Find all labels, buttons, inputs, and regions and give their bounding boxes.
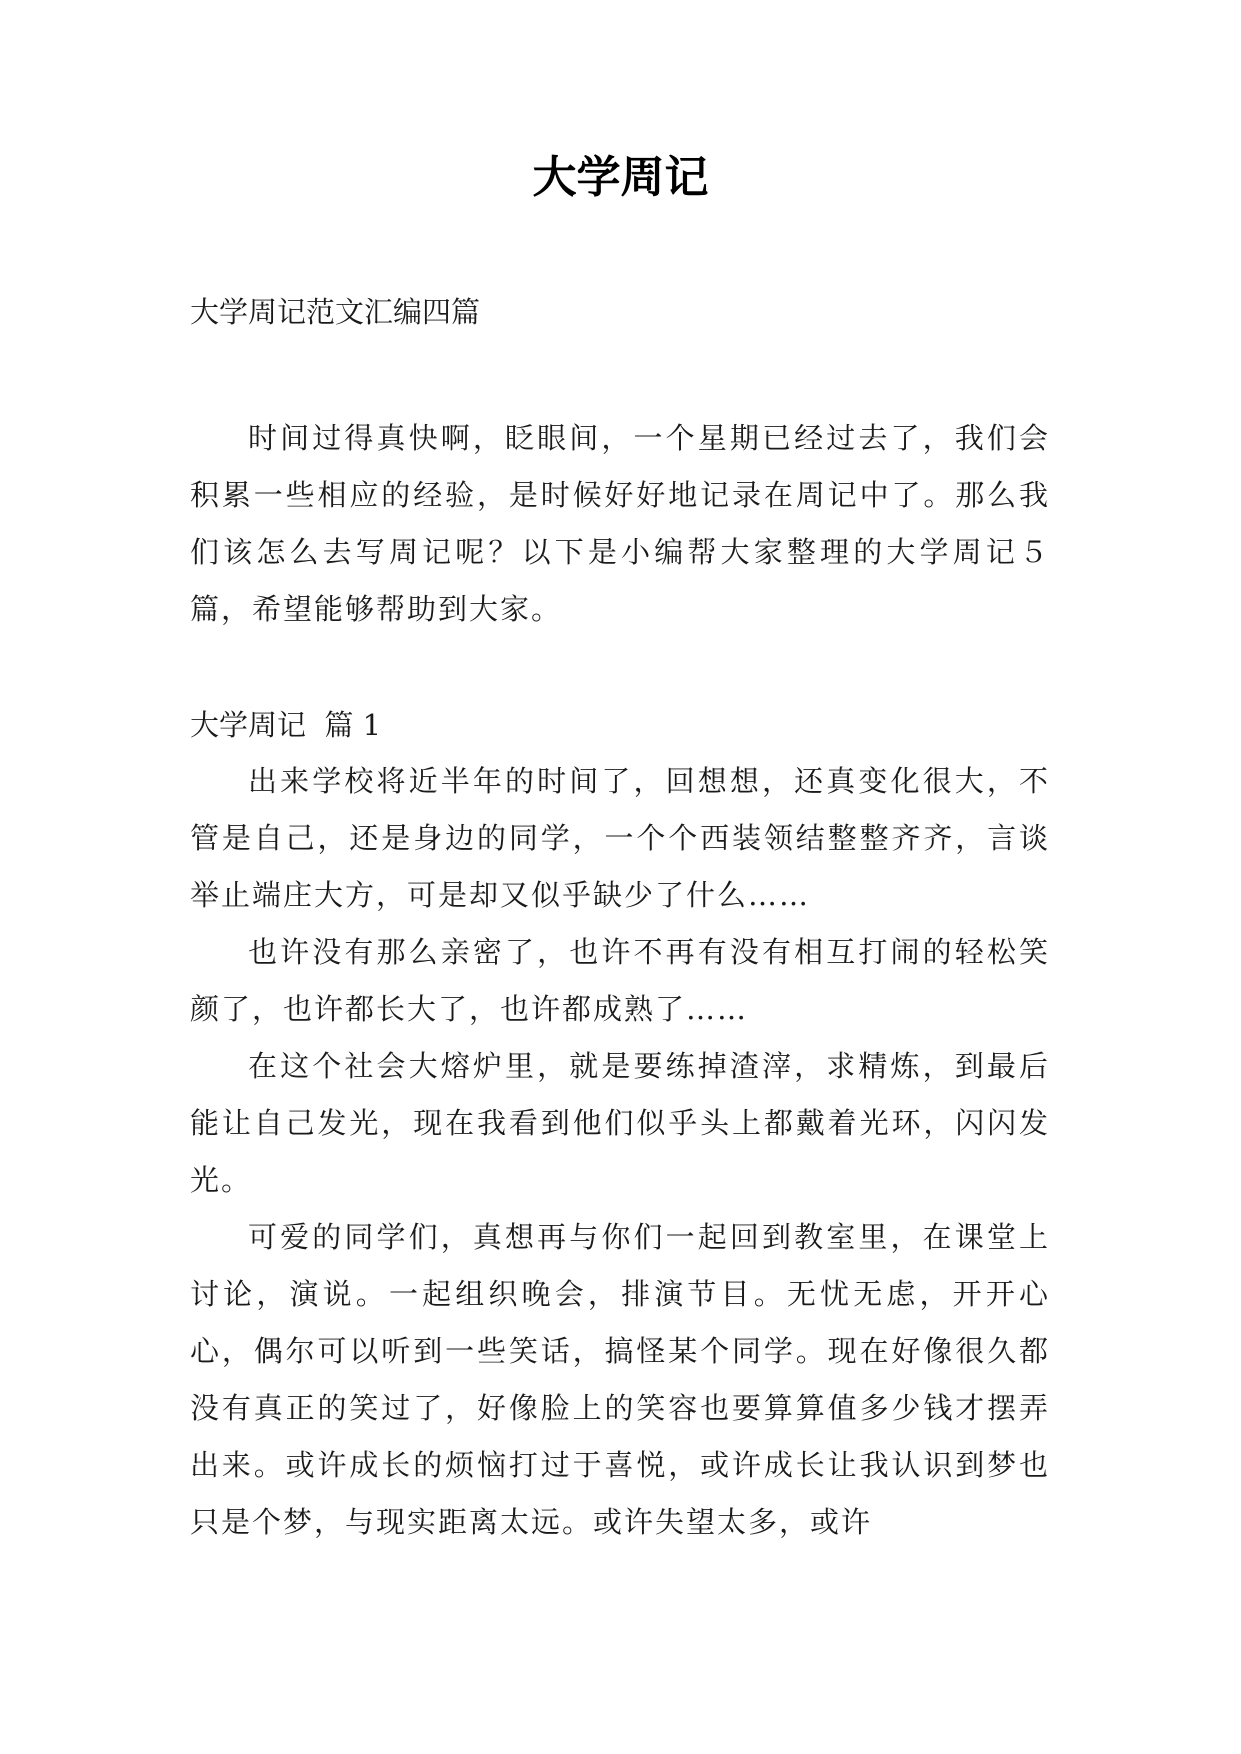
section-heading: 大学周记 篇 1 bbox=[190, 708, 382, 742]
article-section bbox=[190, 705, 1050, 1551]
paragraph: 可爱的同学们，真想再与你们一起回到教室里，在课堂上讨论，演说。一起组织晚会，排演节目。无忧无虑，开开心心，偶尔可以听到一些笑话，搞怪某个同学。现在好像很久都没有真正的笑过了，好像脸上的笑容也要算算值多少钱才摆弄出来。或许成长的烦恼打过于喜悦，或许成长让我认识到梦也只是个梦，与现实距离太远。或许失望太多，或许 bbox=[190, 1220, 1050, 1539]
paragraph: 出来学校将近半年的时间了，回想想，还真变化很大，不管是自己，还是身边的同学，一个个西装领结整整齐齐，言谈举止端庄大方，可是却又似乎缺少了什么…… bbox=[190, 764, 1050, 912]
document-subtitle: 大学周记范文汇编四篇 bbox=[190, 295, 481, 329]
paragraph: 在这个社会大熔炉里，就是要练掉渣滓，求精炼，到最后能让自己发光，现在我看到他们似乎头上都戴着光环，闪闪发光。 bbox=[190, 1049, 1050, 1197]
document-title: 大学周记 bbox=[532, 152, 709, 203]
intro-paragraph: 时间过得真快啊，眨眼间，一个星期已经过去了，我们会积累一些相应的经验，是时候好好地记录在周记中了。那么我们该怎么去写周记呢？以下是小编帮大家整理的大学周记５篇，希望能够帮助到大家。 bbox=[190, 421, 1050, 626]
intro-section bbox=[190, 410, 1050, 638]
paragraph: 也许没有那么亲密了，也许不再有没有相互打闹的轻松笑颜了，也许都长大了，也许都成熟了…… bbox=[190, 935, 1050, 1026]
